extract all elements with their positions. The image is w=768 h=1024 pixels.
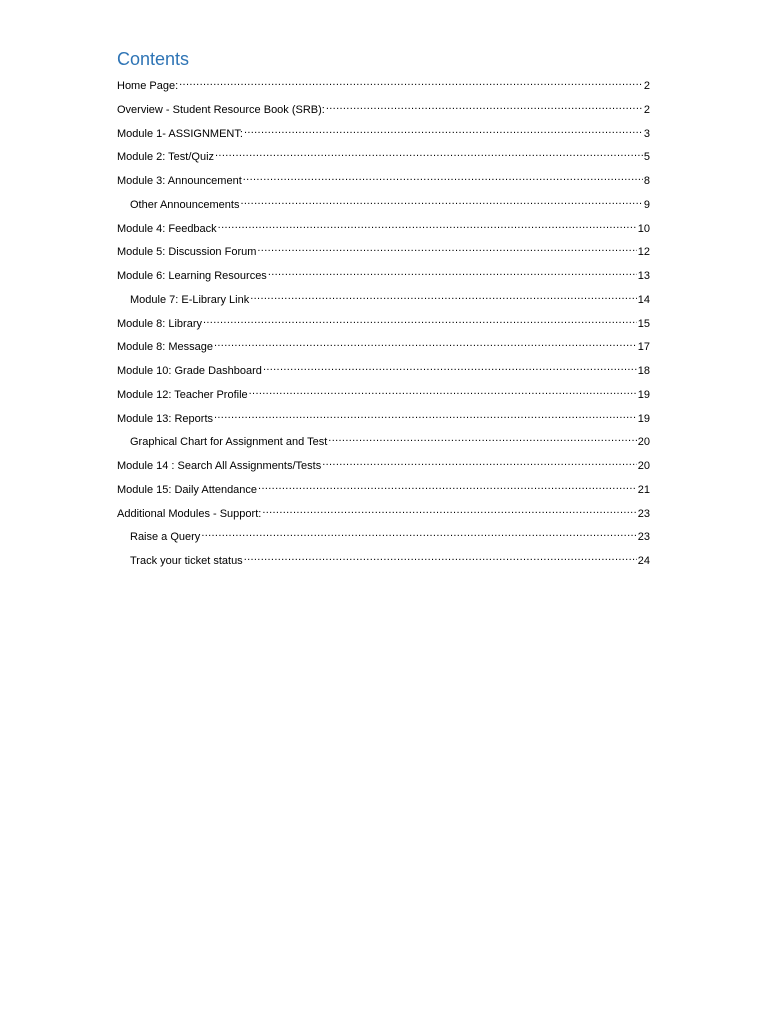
document-page bbox=[117, 48, 650, 574]
toc-entry[interactable] bbox=[117, 360, 650, 384]
toc-entry-page-number[interactable]: 20 bbox=[637, 436, 650, 449]
toc-entry[interactable] bbox=[117, 99, 650, 123]
toc-entry-label[interactable]: Module 4: Feedback bbox=[117, 222, 217, 235]
toc-entry-page-number[interactable]: 23 bbox=[637, 531, 650, 544]
toc-entry-label[interactable]: Additional Modules - Support: bbox=[117, 507, 262, 520]
toc-entry-label[interactable]: Module 13: Reports bbox=[117, 412, 213, 425]
toc-dot-leader bbox=[214, 408, 637, 422]
toc-entry-page-number[interactable]: 13 bbox=[637, 270, 650, 282]
toc-dot-leader bbox=[322, 455, 637, 469]
toc-entry[interactable] bbox=[117, 431, 650, 455]
toc-entry-label[interactable]: Module 10: Grade Dashboard bbox=[117, 365, 262, 377]
toc-entry-label[interactable]: Module 5: Discussion Forum bbox=[117, 246, 257, 259]
toc-title: Contents bbox=[117, 49, 190, 69]
toc-entry[interactable] bbox=[117, 455, 650, 479]
toc-entry[interactable] bbox=[117, 479, 650, 503]
toc-entry-page-number[interactable]: 14 bbox=[637, 293, 650, 306]
toc-dot-leader bbox=[179, 75, 643, 89]
toc-entry[interactable] bbox=[117, 526, 650, 550]
toc-entry[interactable] bbox=[117, 170, 650, 194]
toc-entry[interactable] bbox=[117, 75, 650, 99]
toc-list bbox=[117, 75, 650, 574]
toc-entry-label[interactable]: Module 7: E-Library Link bbox=[130, 293, 250, 306]
toc-entry-page-number[interactable]: 3 bbox=[643, 127, 650, 140]
toc-entry[interactable] bbox=[117, 336, 650, 360]
toc-entry-page-number[interactable]: 12 bbox=[637, 246, 650, 259]
toc-entry-page-number[interactable]: 18 bbox=[637, 365, 650, 377]
toc-entry-page-number[interactable]: 23 bbox=[637, 507, 650, 520]
toc-entry-page-number[interactable]: 2 bbox=[643, 80, 650, 92]
toc-dot-leader bbox=[240, 194, 642, 208]
toc-entry[interactable] bbox=[117, 241, 650, 265]
toc-entry-label[interactable]: Module 15: Daily Attendance bbox=[117, 483, 258, 496]
toc-entry[interactable] bbox=[117, 194, 650, 218]
toc-dot-leader bbox=[215, 146, 643, 160]
toc-dot-leader bbox=[203, 313, 637, 327]
toc-entry-label[interactable]: Module 8: Message bbox=[117, 341, 213, 354]
toc-entry-page-number[interactable]: 2 bbox=[643, 103, 650, 116]
toc-dot-leader bbox=[257, 241, 636, 255]
toc-entry[interactable] bbox=[117, 289, 650, 313]
toc-dot-leader bbox=[268, 265, 637, 279]
toc-entry-page-number[interactable]: 19 bbox=[637, 412, 650, 425]
toc-dot-leader bbox=[201, 526, 636, 540]
toc-entry-page-number[interactable]: 21 bbox=[637, 483, 650, 496]
toc-entry-label[interactable]: Graphical Chart for Assignment and Test bbox=[130, 436, 328, 449]
toc-entry-page-number[interactable]: 8 bbox=[643, 175, 650, 187]
toc-entry[interactable] bbox=[117, 313, 650, 337]
toc-entry-label[interactable]: Module 1- ASSIGNMENT: bbox=[117, 127, 243, 140]
toc-entry[interactable] bbox=[117, 218, 650, 242]
toc-entry-label[interactable]: Raise a Query bbox=[130, 531, 201, 544]
toc-entry-page-number[interactable]: 15 bbox=[637, 317, 650, 330]
toc-entry-page-number[interactable]: 19 bbox=[637, 388, 650, 401]
toc-dot-leader bbox=[218, 218, 637, 232]
toc-dot-leader bbox=[263, 360, 637, 374]
toc-dot-leader bbox=[249, 384, 637, 398]
toc-dot-leader bbox=[250, 289, 637, 303]
toc-entry[interactable] bbox=[117, 408, 650, 432]
toc-entry[interactable] bbox=[117, 265, 650, 289]
toc-entry-label[interactable]: Home Page: bbox=[117, 80, 179, 92]
toc-entry[interactable] bbox=[117, 384, 650, 408]
toc-entry[interactable] bbox=[117, 550, 650, 574]
toc-entry-page-number[interactable]: 20 bbox=[637, 460, 650, 472]
toc-entry-label[interactable]: Module 3: Announcement bbox=[117, 175, 242, 187]
toc-dot-leader bbox=[243, 170, 643, 184]
toc-dot-leader bbox=[328, 431, 636, 445]
toc-entry-label[interactable]: Module 6: Learning Resources bbox=[117, 270, 267, 282]
toc-dot-leader bbox=[244, 550, 637, 564]
toc-entry-page-number[interactable]: 17 bbox=[637, 341, 650, 354]
toc-dot-leader bbox=[262, 503, 636, 517]
toc-entry-label[interactable]: Module 14 : Search All Assignments/Tests bbox=[117, 460, 322, 472]
toc-entry-label[interactable]: Module 8: Library bbox=[117, 317, 202, 330]
toc-entry-page-number[interactable]: 5 bbox=[643, 151, 650, 164]
toc-entry-label[interactable]: Track your ticket status bbox=[130, 555, 243, 567]
toc-entry-label[interactable]: Module 12: Teacher Profile bbox=[117, 388, 248, 401]
toc-entry-label[interactable]: Module 2: Test/Quiz bbox=[117, 151, 215, 164]
toc-dot-leader bbox=[214, 336, 637, 350]
toc-entry-page-number[interactable]: 9 bbox=[643, 198, 650, 211]
toc-entry-label[interactable]: Other Announcements bbox=[130, 198, 240, 211]
toc-entry-page-number[interactable]: 10 bbox=[637, 222, 650, 235]
toc-entry[interactable] bbox=[117, 146, 650, 170]
toc-entry[interactable] bbox=[117, 503, 650, 527]
toc-dot-leader bbox=[258, 479, 637, 493]
toc-entry[interactable] bbox=[117, 123, 650, 147]
toc-entry-page-number[interactable]: 24 bbox=[637, 555, 650, 567]
toc-dot-leader bbox=[326, 99, 643, 113]
toc-dot-leader bbox=[244, 123, 643, 137]
toc-entry-label[interactable]: Overview - Student Resource Book (SRB): bbox=[117, 103, 325, 116]
